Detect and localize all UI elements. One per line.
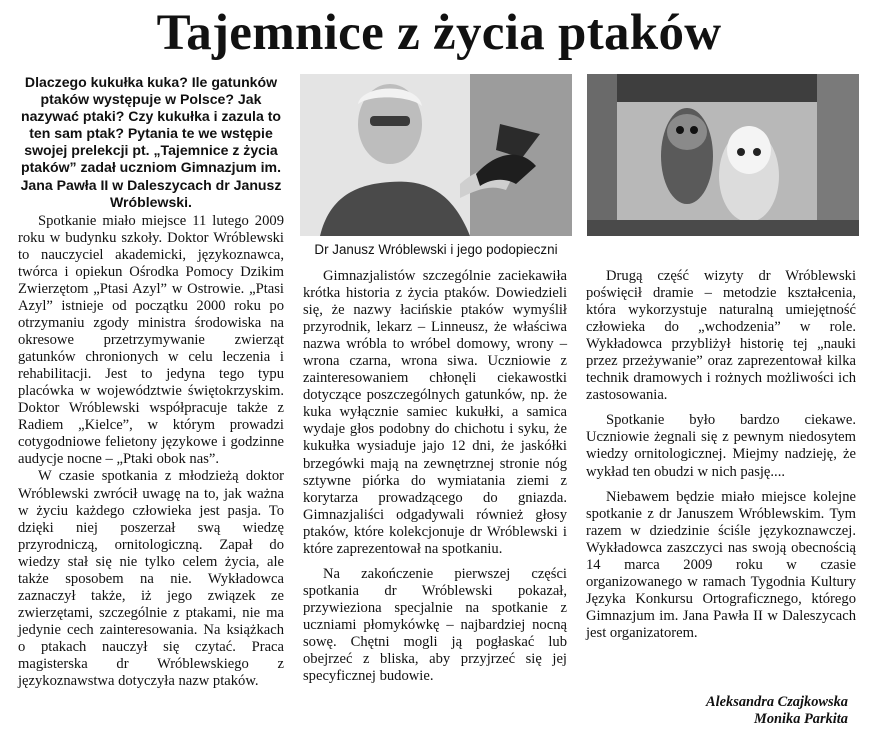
article-lead: Dlaczego kukułka kuka? Ile gatunków ptaków występuje w Polsce? Jak nazywać ptaki? Czy kukułka i zazula to ten sam ptak? Pytania te we wstępie swojej prelekcji pt. „Tajemnice z życia ptaków” zadał uczniom Gimnazjum im. Jana Pawła II w Daleszycach dr Janusz Wróblewski. [20, 74, 282, 210]
author-1: Aleksandra Czajkowska [706, 694, 848, 710]
article-authors [706, 694, 848, 728]
photo-caption: Dr Janusz Wróblewski i jego podopieczni [314, 242, 558, 257]
paragraph-6: Spotkanie było bardzo ciekawe. Uczniowie żegnali się z pewnym niedosytem wiedzy ornitologicznej. Miejmy nadzieję, że wykład ten obudzi w nich pasję.... [586, 412, 856, 480]
column-1 [18, 74, 284, 690]
column-3 [586, 268, 856, 642]
photo-lecturer-with-bird [300, 74, 572, 236]
column-2 [303, 268, 567, 685]
paragraph-7: Niebawem będzie miało miejsce kolejne spotkanie z dr Januszem Wróblewskim. Tym razem w dziedzinie ściśle językoznawczej. Wykładowca zaszczyci nas swoją obecnością 14 marca 2009 roku w czasie organizowanego w ramach Tygodnia Kultury Języka Konkursu Ortograficznego, którego Gimnazjum im. Jana Pawła II w Daleszycach jest organizatorem. [586, 488, 856, 641]
paragraph-1: Spotkanie miało miejsce 11 lutego 2009 roku w budynku szkoły. Doktor Wróblewski to nauczyciel akademicki, językoznawca, twórca i opiekun Ośrodka Pomocy Dzikim Zwierzętom „Ptasi Azyl” w Ostrowie. „Ptasi Azyl” istnieje od początku 2000 roku po otrzymaniu zgody ministra środowiska na okresowe przetrzymywanie zwierząt gatunków chronionych w celu leczenia i rehabilitacji. Jest to jedyna tego typu placówka w województwie świętokrzyskim. Doktor Wróblewski współpracuje także z Radiem „Kielce”, w którym prowadzi cotygodniowe felietony językowe i godzinne audycje nocne – „Ptaki obok nas”. [18, 212, 284, 468]
paragraph-2: W czasie spotkania z młodzieżą doktor Wróblewski zwrócił uwagę na to, jak ważna w życiu każdego człowieka jest pasja. To dzięki niej poszerzał swą wiedzę przyrodniczą, ornitologiczną. Zapał do wiedzy stał się nie tylko celem życia, ale także sposobem na nie. Wykładowca zaznaczył także, iż jego związek ze zwierzętami, szczególnie z ptakami, nie ma jedynie cech zainteresowania. Na książkach o ptakach nauczył się czytać. Praca magisterska dr Wróblewskiego z językoznawstwa dotyczyła nazw ptaków. [18, 468, 284, 690]
paragraph-4: Na zakończenie pierwszej części spotkania dr Wróblewski pokazał, przywieziona specjalnie na spotkanie z uczniami płomykówkę – najbardziej nocną sowę. Chętni mogli ją pogłaskać lub obejrzeć z bliska, aby przyjrzeć się jej specyficznej budowie. [303, 565, 567, 685]
article-title: Tajemnice z życia ptaków [156, 5, 722, 61]
author-2: Monika Parkita [754, 711, 848, 727]
paragraph-5: Drugą część wizyty dr Wróblewski poświęcił dramie – metodzie kształcenia, która wykorzystuje naturalną umiejętność człowieka do „wchodzenia” w role. Wykładowca przybliżył historię tej „nauki przez przeżywanie” oraz zaprezentował kilka technik dramowych i rożnych możliwości ich zastosowania. [586, 268, 856, 404]
photo-owls [587, 74, 859, 236]
paragraph-3: Gimnazjalistów szczególnie zaciekawiła krótka historia z życia ptaków. Dowiedzieli się, że nazwy łacińskie ptaków wymyślił przyrodnik, lekarz – Linneusz, że właściwa nazwa wróbla to wróbel domowy, wrony – wrona czarna, wrona siwa. Uczniowie z zainteresowaniem chłonęli ciekawostki dotyczące poszczególnych gatunków, np. że kuka wyłącznie samiec kukułki, a samica wydaje głos podobny do chichotu i syku, że kukułka wysiaduje jajo 12 dni, że jaskółki brzegówki mają na zewnętrznej stronie nóg sztywne piórka do wymiatania ziemi z korytarza prowadzącego do gniazda. Gimnazjaliści odgadywali również głosy ptaków, które kolekcjonuje dr Wróblewski i które zaprezentował na spotkaniu. [303, 268, 567, 557]
